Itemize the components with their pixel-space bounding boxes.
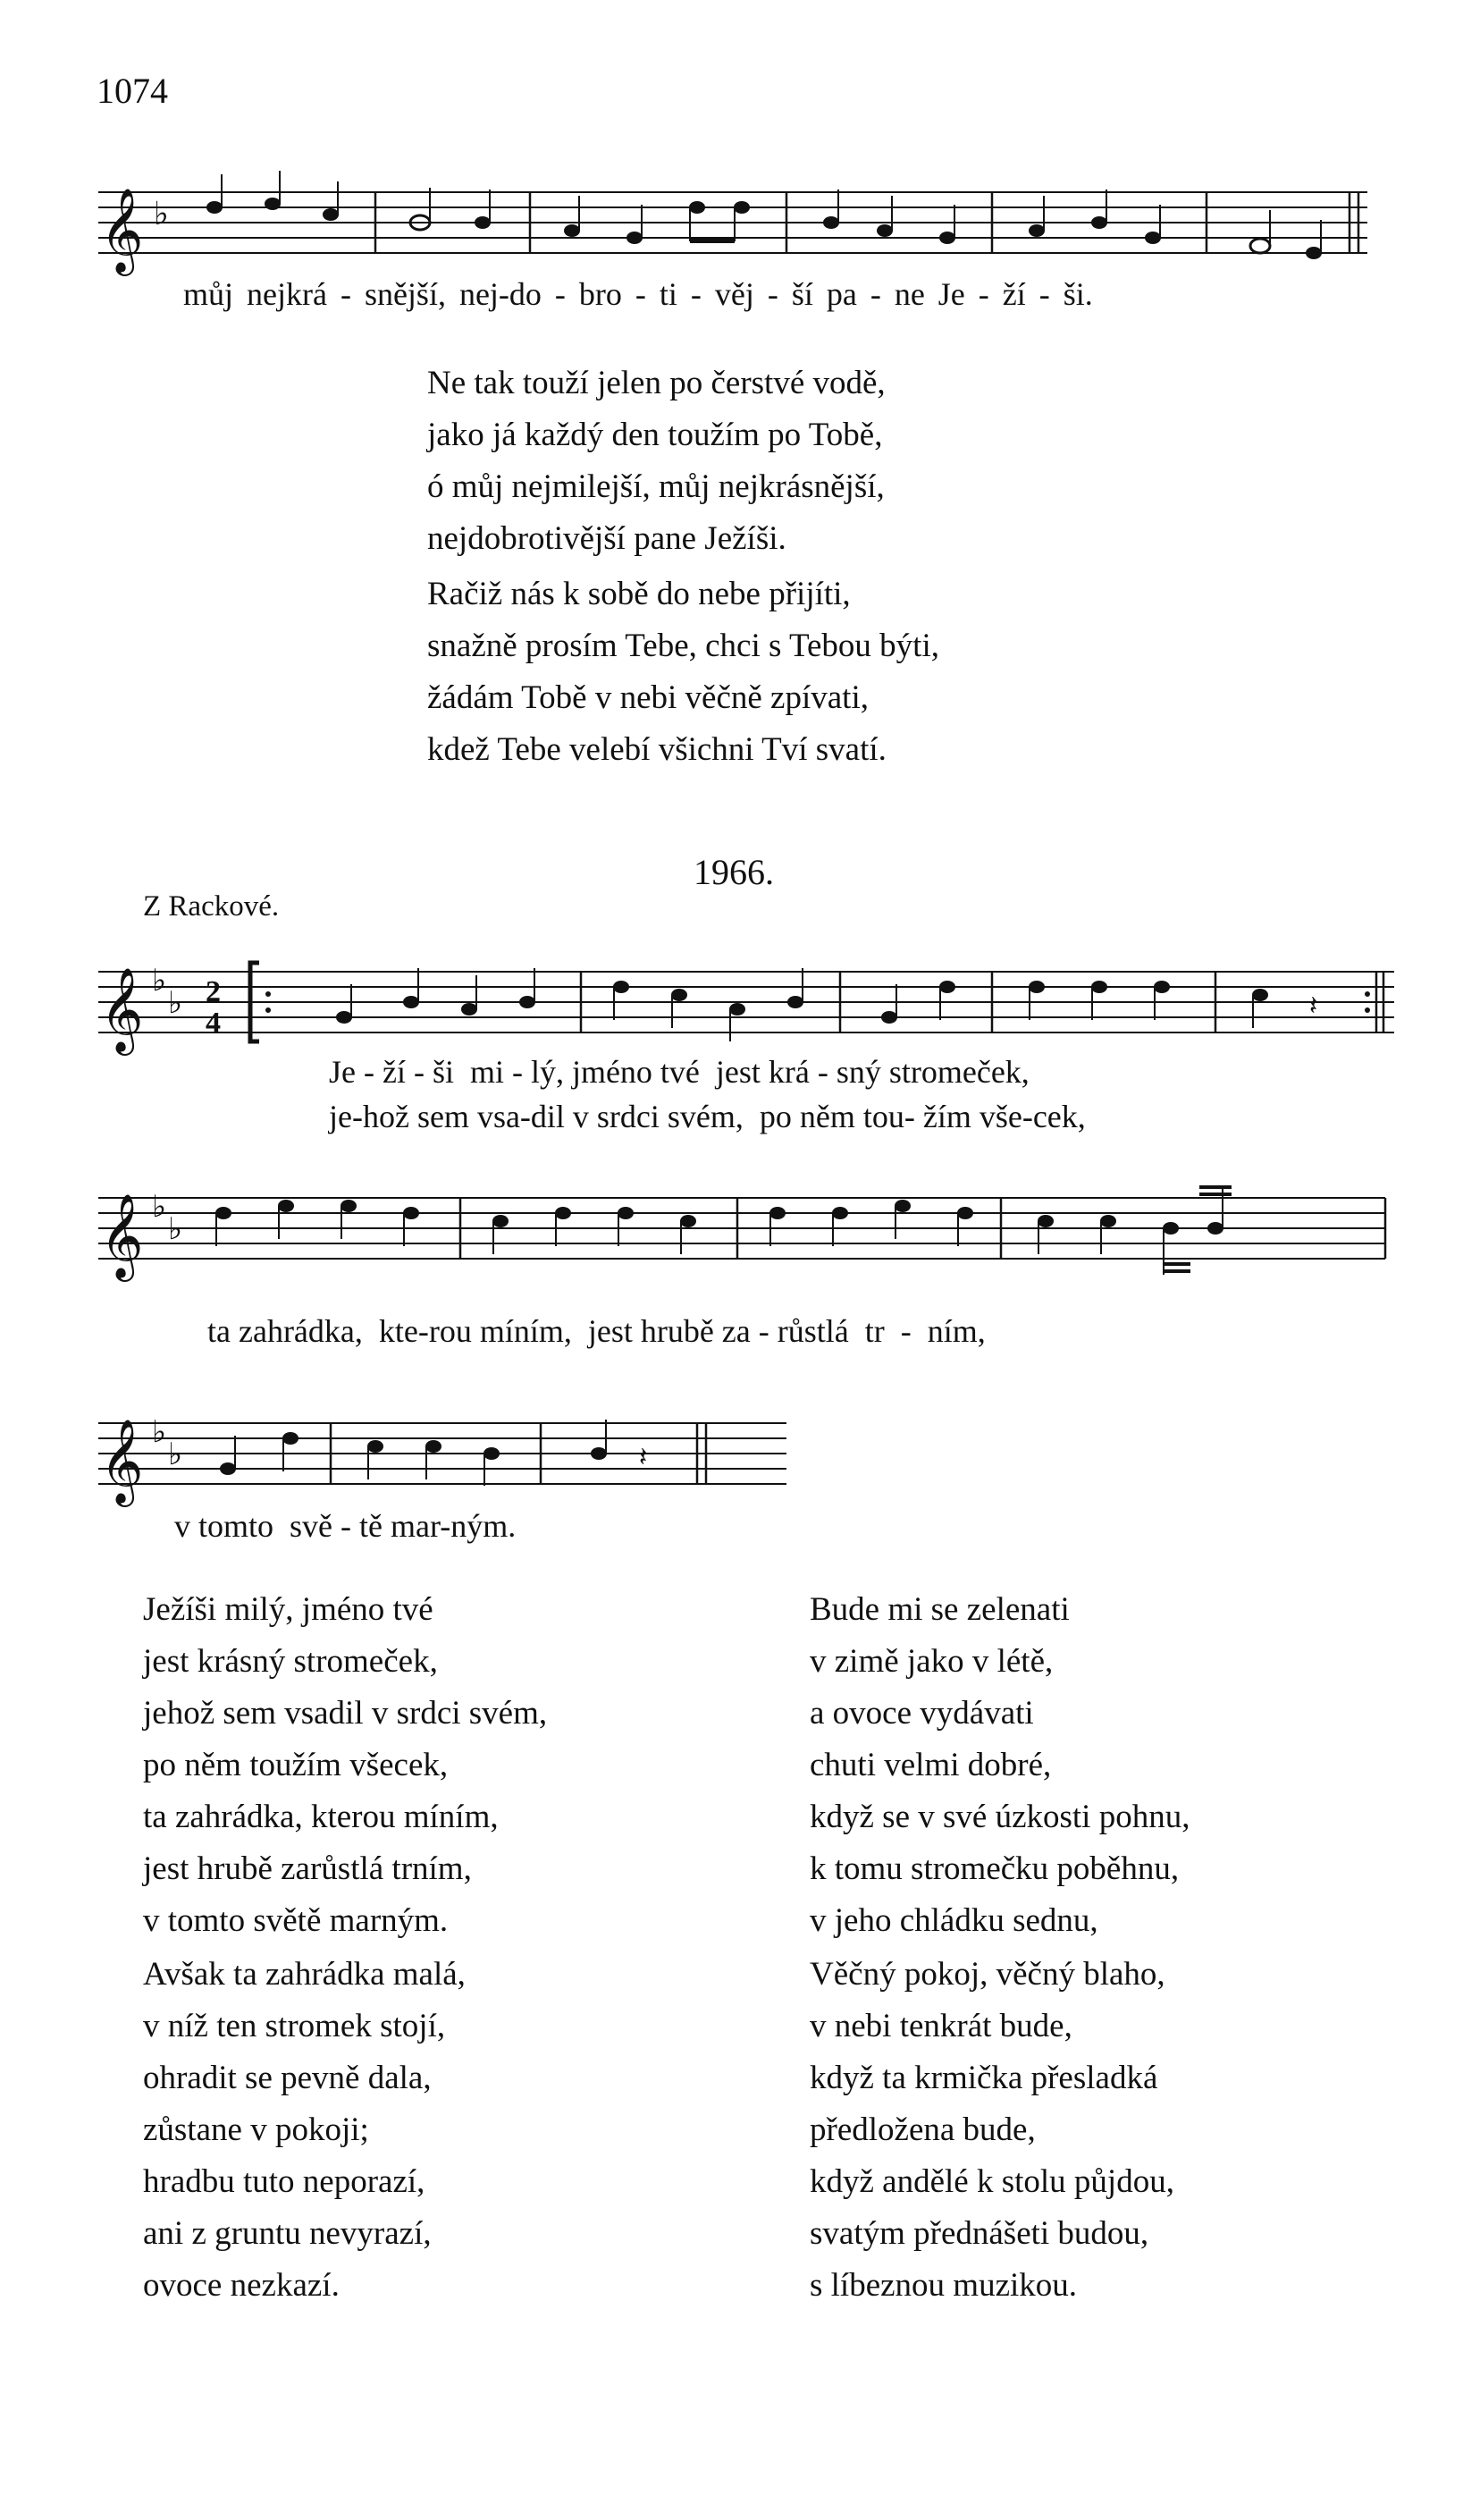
flat-sign-icon: ♭ (168, 1211, 183, 1247)
music-staff-4 (89, 1412, 804, 1502)
song-number: 1966. (694, 852, 774, 892)
verse-line: ta zahrádka, kterou míním, (143, 1799, 499, 1835)
verse-line: jehož sem vsadil v srdci svém, (143, 1695, 548, 1732)
verse-line: a ovoce vydávati (810, 1695, 1034, 1732)
verse-line: k tomu stromečku poběhnu, (810, 1850, 1180, 1887)
time-sig-bottom: 4 (206, 1007, 221, 1040)
verse-line: s líbeznou muzikou. (810, 2267, 1078, 2304)
verse-line: Ne tak touží jelen po čerstvé vodě, (427, 365, 886, 401)
treble-clef-icon: 𝄞 (100, 1419, 144, 1504)
treble-clef-icon: 𝄞 (100, 1193, 144, 1278)
stanza-top-2 (427, 569, 939, 776)
lyric-line-2: ta zahrádka, kte-rou míním, jest hrubě za - růstlá tr - ním, (207, 1313, 986, 1349)
verse-line: když andělé k stolu půjdou, (810, 2163, 1174, 2200)
verse-line: když se v své úzkosti pohnu, (810, 1799, 1190, 1835)
verse-line: Bude mi se zelenati (810, 1591, 1070, 1628)
lyric-line-top-song: můj nejkrá - snější, nej-do - bro - ti - věj - ší pa - ne Je - ží - ši. (183, 276, 1093, 312)
verse-line: nejdobrotivější pane Ježíši. (427, 520, 786, 557)
flat-sign-icon: ♭ (168, 985, 183, 1021)
svg-text:𝄽: 𝄽 (639, 1442, 648, 1473)
time-sig-top: 2 (206, 975, 221, 1008)
verse-line: Ježíši milý, jméno tvé (143, 1591, 433, 1628)
verse-line: svatým přednášeti budou, (810, 2215, 1149, 2252)
verse-line: jest hrubě zarůstlá trním, (143, 1850, 472, 1887)
verse-line: jest krásný stromeček, (143, 1643, 438, 1680)
verse-line: ó můj nejmilejší, můj nejkrásnější, (427, 468, 885, 505)
flat-sign-icon: ♭ (168, 1437, 183, 1472)
verse-line: když ta krmička přesladká (810, 2060, 1158, 2096)
verse-line: ovoce nezkazí. (143, 2267, 340, 2304)
verse-line: v zimě jako v létě, (810, 1643, 1054, 1680)
flat-sign-icon: ♭ (154, 196, 169, 232)
music-staff-2 (89, 961, 1412, 1050)
verse-line: ani z gruntu nevyrazí, (143, 2215, 432, 2252)
verse-line: Věčný pokoj, věčný blaho, (810, 1956, 1165, 1993)
flat-sign-icon: ♭ (152, 1189, 167, 1225)
flat-sign-icon: ♭ (152, 963, 167, 999)
verse-line: jako já každý den toužím po Tobě, (427, 417, 883, 453)
verse-line: v tomto světě marným. (143, 1902, 449, 1939)
treble-clef-icon: 𝄞 (100, 967, 144, 1052)
stanza-left-2 (143, 1949, 466, 2312)
verse-line: žádám Tobě v nebi věčně zpívati, (427, 679, 869, 716)
stanza-left-1 (143, 1584, 547, 1947)
verse-line: hradbu tuto neporazí, (143, 2163, 425, 2200)
music-staff-3 (89, 1187, 1412, 1285)
stanza-right-1 (810, 1584, 1190, 1947)
verse-line: ohradit se pevně dala, (143, 2060, 432, 2096)
verse-line: zůstane v pokoji; (143, 2111, 369, 2148)
treble-clef-icon: 𝄞 (100, 188, 144, 273)
verse-line: v níž ten stromek stojí, (143, 2008, 446, 2044)
verse-line: kdež Tebe velebí všichni Tví svatí. (427, 731, 887, 768)
lyric-line-3: v tomto svě - tě mar-ným. (174, 1508, 517, 1544)
verse-line: chuti velmi dobré, (810, 1747, 1052, 1783)
lyric-line-1b: je-hož sem vsa-dil v srdci svém, po něm tou- žím vše-cek, (329, 1099, 1086, 1134)
page-number: 1074 (97, 71, 168, 111)
verse-line: snažně prosím Tebe, chci s Tebou býti, (427, 628, 939, 664)
verse-line: v nebi tenkrát bude, (810, 2008, 1072, 2044)
stanza-top-1 (427, 358, 886, 565)
verse-line: předložena bude, (810, 2111, 1036, 2148)
svg-text:𝄽: 𝄽 (1309, 990, 1318, 1022)
music-staff-1 (89, 183, 1376, 273)
lyric-line-1a: Je - ží - ši mi - lý, jméno tvé jest krá - sný stromeček, (329, 1054, 1030, 1090)
flat-sign-icon: ♭ (152, 1414, 167, 1450)
verse-line: Avšak ta zahrádka malá, (143, 1956, 466, 1993)
song-origin: Z Rackové. (143, 890, 280, 923)
verse-line: v jeho chládku sednu, (810, 1902, 1098, 1939)
verse-line: Račiž nás k sobě do nebe přijíti, (427, 576, 851, 612)
verse-line: po něm toužím všecek, (143, 1747, 449, 1783)
stanza-right-2 (810, 1949, 1174, 2312)
